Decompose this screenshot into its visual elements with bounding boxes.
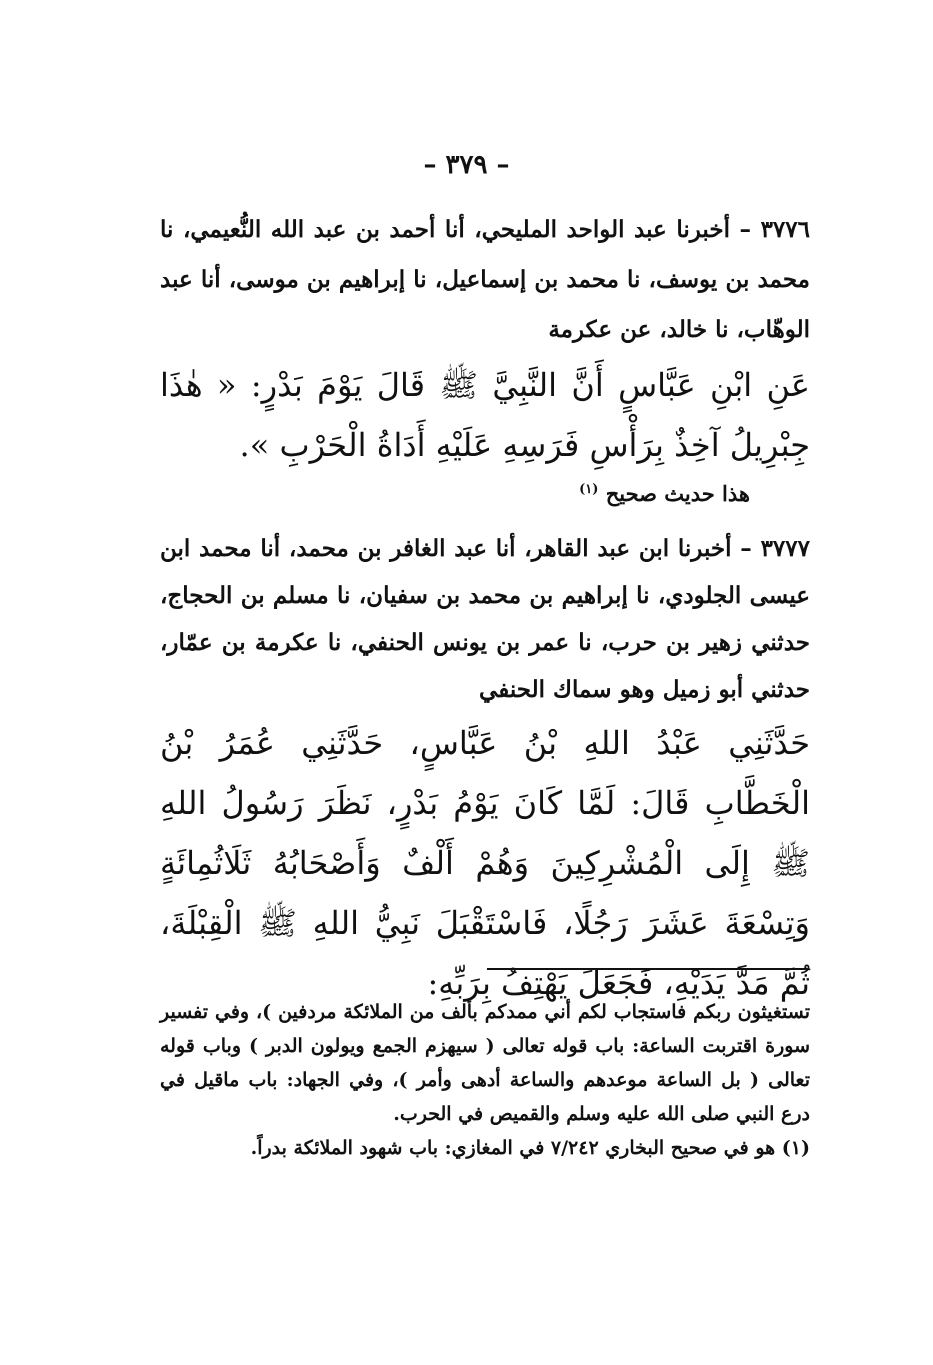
- hadith-3776-matn: عَنِ ابْنِ عَبَّاسٍ أَنَّ النَّبِيَّ ﷺ قَالَ يَوْمَ بَدْرٍ: « هٰذَا جِبْرِيلُ آخِذٌ بِرَأْسِ فَرَسِهِ عَلَيْهِ أَدَاةُ الْحَرْبِ ».: [160, 366, 810, 464]
- hadith-3777-isnad-paragraph: [160, 525, 810, 713]
- hadith-3776-isnad: – أخبرنا عبد الواحد المليحي، أنا أحمد بن عبد الله النُّعيمي، نا محمد بن يوسف، نا محمد بن إسماعيل، نا إبراهيم بن موسى، أنا عبد الوهّاب، نا خالد، عن عكرمة: [160, 216, 810, 343]
- footnote-continuation: تستغيثون ربكم فاستجاب لكم أني ممدكم بألف من الملائكة مردفين )، وفي تفسير سورة اقتربت الساعة: باب قوله تعالى ( سيهزم الجمع ويولون الدبر ) وباب قوله تعالى ( بل الساعة موعدهم والساعة أدهى وأمر )، وفي الجهاد: باب ماقيل في درع النبي صلى الله عليه وسلم والقميص في الحرب.: [160, 1001, 810, 1125]
- hadith-3776-grade-line: [160, 475, 750, 509]
- footnote-1: (١) هو في صحيح البخاري ٧/٢٤٢ في المغازي: باب شهود الملائكة بدراً.: [250, 1137, 810, 1159]
- hadith-3776-isnad-paragraph: [160, 205, 810, 355]
- page-number: – ٣٧٩ –: [423, 150, 510, 180]
- hadith-3776-grade: هذا حديث صحيح: [605, 481, 750, 506]
- hadith-3777: [160, 525, 810, 1013]
- hadith-3777-isnad: – أخبرنا ابن عبد القاهر، أنا عبد الغافر بن محمد، أنا محمد ابن عيسى الجلودي، نا إبراهيم بن محمد بن سفيان، نا مسلم بن الحجاج، حدثني زهير بن حرب، نا عمر بن يونس الحنفي، نا عكرمة بن عمّار، حدثني أبو زميل وهو سماك الحنفي: [160, 535, 810, 703]
- hadith-3777-number: ٣٧٧٧: [760, 535, 810, 562]
- footnotes: [160, 995, 810, 1165]
- footnote-divider: [487, 968, 807, 970]
- hadith-3776: [160, 205, 810, 509]
- footnote-ref-1: (١): [579, 482, 599, 497]
- hadith-3776-number: ٣٧٧٦: [760, 216, 810, 243]
- hadith-3777-matn: حَدَّثَنِي عَبْدُ اللهِ بْنُ عَبَّاسٍ، حَدَّثَنِي عُمَرُ بْنُ الْخَطَّابِ قَالَ: لَمَّا كَانَ يَوْمُ بَدْرٍ، نَظَرَ رَسُولُ اللهِ ﷺ إِلَى الْمُشْرِكِينَ وَهُمْ أَلْفٌ وَأَصْحَابُهُ ثَلَاثُمِائَةٍ وَتِسْعَةَ عَشَرَ رَجُلًا، فَاسْتَقْبَلَ نَبِيُّ اللهِ ﷺ الْقِبْلَةَ، ثُمَّ مَدَّ يَدَيْهِ، فَجَعَلَ يَهْتِفُ بِرَبِّهِ:: [160, 724, 810, 1002]
